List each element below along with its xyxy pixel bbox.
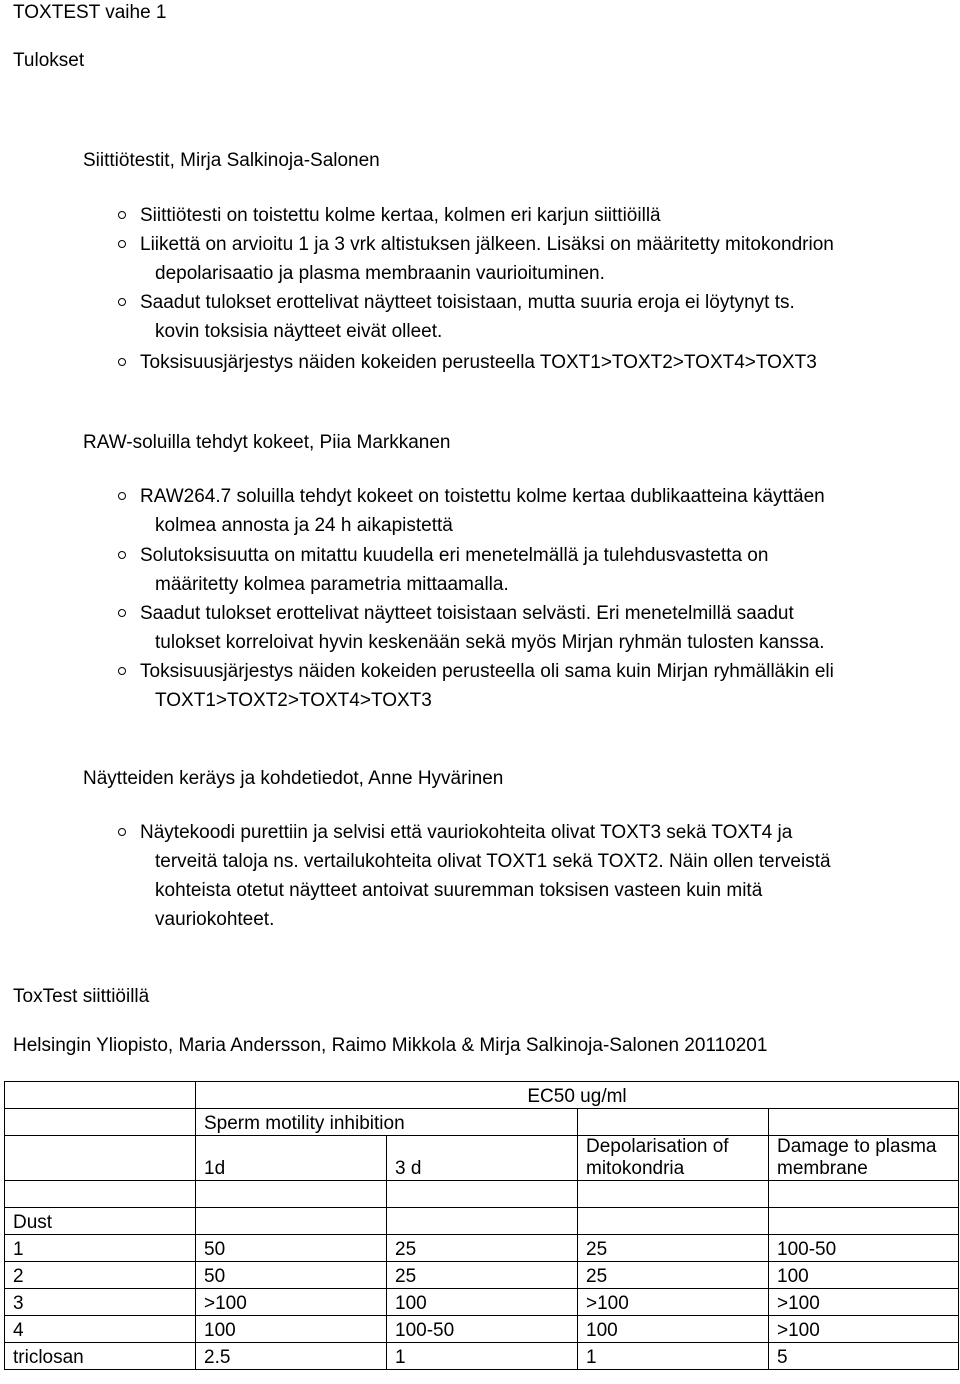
list-item-line: Toksisuusjärjestys näiden kokeiden perusteella oli sama kuin Mirjan ryhmälläkin eli (140, 661, 834, 682)
table-row (5, 1262, 959, 1289)
table-row (5, 1235, 959, 1262)
list-item-line: kolmea annosta ja 24 h aikapistettä (155, 515, 453, 536)
ec50-table (4, 1081, 959, 1370)
table-cell: >100 (578, 1289, 769, 1316)
ec50-header: EC50 ug/ml (196, 1082, 959, 1109)
table-cell: 50 (196, 1262, 387, 1289)
motility-header: Sperm motility inhibition (196, 1109, 578, 1136)
list-item-line: tulokset korreloivat hyvin keskenään sekä myös Mirjan ryhmän tulosten kanssa. (155, 632, 825, 653)
table-spacer-row (5, 1181, 959, 1208)
table-cell: 25 (578, 1262, 769, 1289)
table-cell (5, 1136, 196, 1181)
table-cell (578, 1109, 769, 1136)
table-cell: 25 (387, 1235, 578, 1262)
list-item-line: terveitä taloja ns. vertailukohteita olivat TOXT1 sekä TOXT2. Näin ollen terveistä (155, 851, 831, 872)
table-cell (5, 1082, 196, 1109)
table-cell: 3 (5, 1289, 196, 1316)
bullet-icon (118, 828, 126, 836)
section-heading-sample-collection: Näytteiden keräys ja kohdetiedot, Anne Hyvärinen (83, 768, 504, 789)
col-header-depolarisation: Depolarisation of mitokondria (578, 1136, 769, 1181)
table-header-row (5, 1109, 959, 1136)
col-header-3d: 3 d (387, 1136, 578, 1181)
table-cell: 4 (5, 1316, 196, 1343)
table-header-row (5, 1136, 959, 1181)
list-item-line: Näytekoodi purettiin ja selvisi että vauriokohteita olivat TOXT3 sekä TOXT4 ja (140, 822, 793, 843)
list-item-line: kovin toksisia näytteet eivät olleet. (155, 321, 443, 342)
table-header-row (5, 1082, 959, 1109)
col-header-membrane-damage: Damage to plasma membrane (769, 1136, 959, 1181)
list-item-line: Toksisuusjärjestys näiden kokeiden perusteella TOXT1>TOXT2>TOXT4>TOXT3 (140, 352, 817, 373)
document-subtitle: Tulokset (13, 50, 85, 71)
table-cell: 5 (769, 1343, 959, 1370)
table-cell: 100 (769, 1262, 959, 1289)
table-group-row (5, 1208, 959, 1235)
bullet-icon (118, 298, 126, 306)
list-item-line: Liikettä on arvioitu 1 ja 3 vrk altistuksen jälkeen. Lisäksi on määritetty mitokondrion (140, 234, 834, 255)
table-cell: 50 (196, 1235, 387, 1262)
bullet-icon (118, 492, 126, 500)
bullet-icon (118, 240, 126, 248)
table-cell (5, 1109, 196, 1136)
list-item-line: RAW264.7 soluilla tehdyt kokeet on toistettu kolme kertaa dublikaatteina käyttäen (140, 486, 825, 507)
table-cell: triclosan (5, 1343, 196, 1370)
table-cell: 100-50 (769, 1235, 959, 1262)
table-row (5, 1343, 959, 1370)
list-item-line: määritetty kolmea parametria mittaamalla. (155, 574, 509, 595)
table-cell: 25 (387, 1262, 578, 1289)
list-item-line: Solutoksisuutta on mitattu kuudella eri menetelmällä ja tulehdusvastetta on (140, 545, 769, 566)
list-item-line: kohteista otetut näytteet antoivat suuremman toksisen vasteen kuin mitä (155, 880, 763, 901)
table-cell: 2 (5, 1262, 196, 1289)
section-heading-sperm-tests: Siittiötestit, Mirja Salkinoja-Salonen (83, 150, 380, 171)
toxtest-title: ToxTest siittiöillä (13, 986, 150, 1007)
bullet-icon (118, 211, 126, 219)
list-item-line: vauriokohteet. (155, 909, 275, 930)
table-cell: 100-50 (387, 1316, 578, 1343)
bullet-icon (118, 551, 126, 559)
document-title: TOXTEST vaihe 1 (13, 2, 167, 23)
table-row (5, 1289, 959, 1316)
col-header-1d: 1d (196, 1136, 387, 1181)
table-cell: >100 (196, 1289, 387, 1316)
bullet-icon (118, 667, 126, 675)
table-cell: 1 (5, 1235, 196, 1262)
table-cell: 1 (387, 1343, 578, 1370)
table-cell: >100 (769, 1289, 959, 1316)
table-row (5, 1316, 959, 1343)
table-cell: 2.5 (196, 1343, 387, 1370)
table-cell: >100 (769, 1316, 959, 1343)
table-cell: 100 (578, 1316, 769, 1343)
list-item-line: depolarisaatio ja plasma membraanin vaurioituminen. (155, 263, 605, 284)
table-cell: 100 (196, 1316, 387, 1343)
list-item-line: Saadut tulokset erottelivat näytteet toisistaan, mutta suuria eroja ei löytynyt ts. (140, 292, 795, 313)
bullet-icon (118, 609, 126, 617)
table-cell: 100 (387, 1289, 578, 1316)
table-cell: 25 (578, 1235, 769, 1262)
list-item-line: TOXT1>TOXT2>TOXT4>TOXT3 (155, 690, 432, 711)
list-item-line: Siittiötesti on toistettu kolme kertaa, kolmen eri karjun siittiöillä (140, 205, 661, 226)
bullet-icon (118, 358, 126, 366)
section-heading-raw-cells: RAW-soluilla tehdyt kokeet, Piia Markkanen (83, 432, 451, 453)
toxtest-authors: Helsingin Yliopisto, Maria Andersson, Raimo Mikkola & Mirja Salkinoja-Salonen 20110201 (13, 1035, 768, 1056)
table-cell (769, 1109, 959, 1136)
table-cell: 1 (578, 1343, 769, 1370)
list-item-line: Saadut tulokset erottelivat näytteet toisistaan selvästi. Eri menetelmillä saadut (140, 603, 794, 624)
group-label: Dust (5, 1208, 196, 1235)
